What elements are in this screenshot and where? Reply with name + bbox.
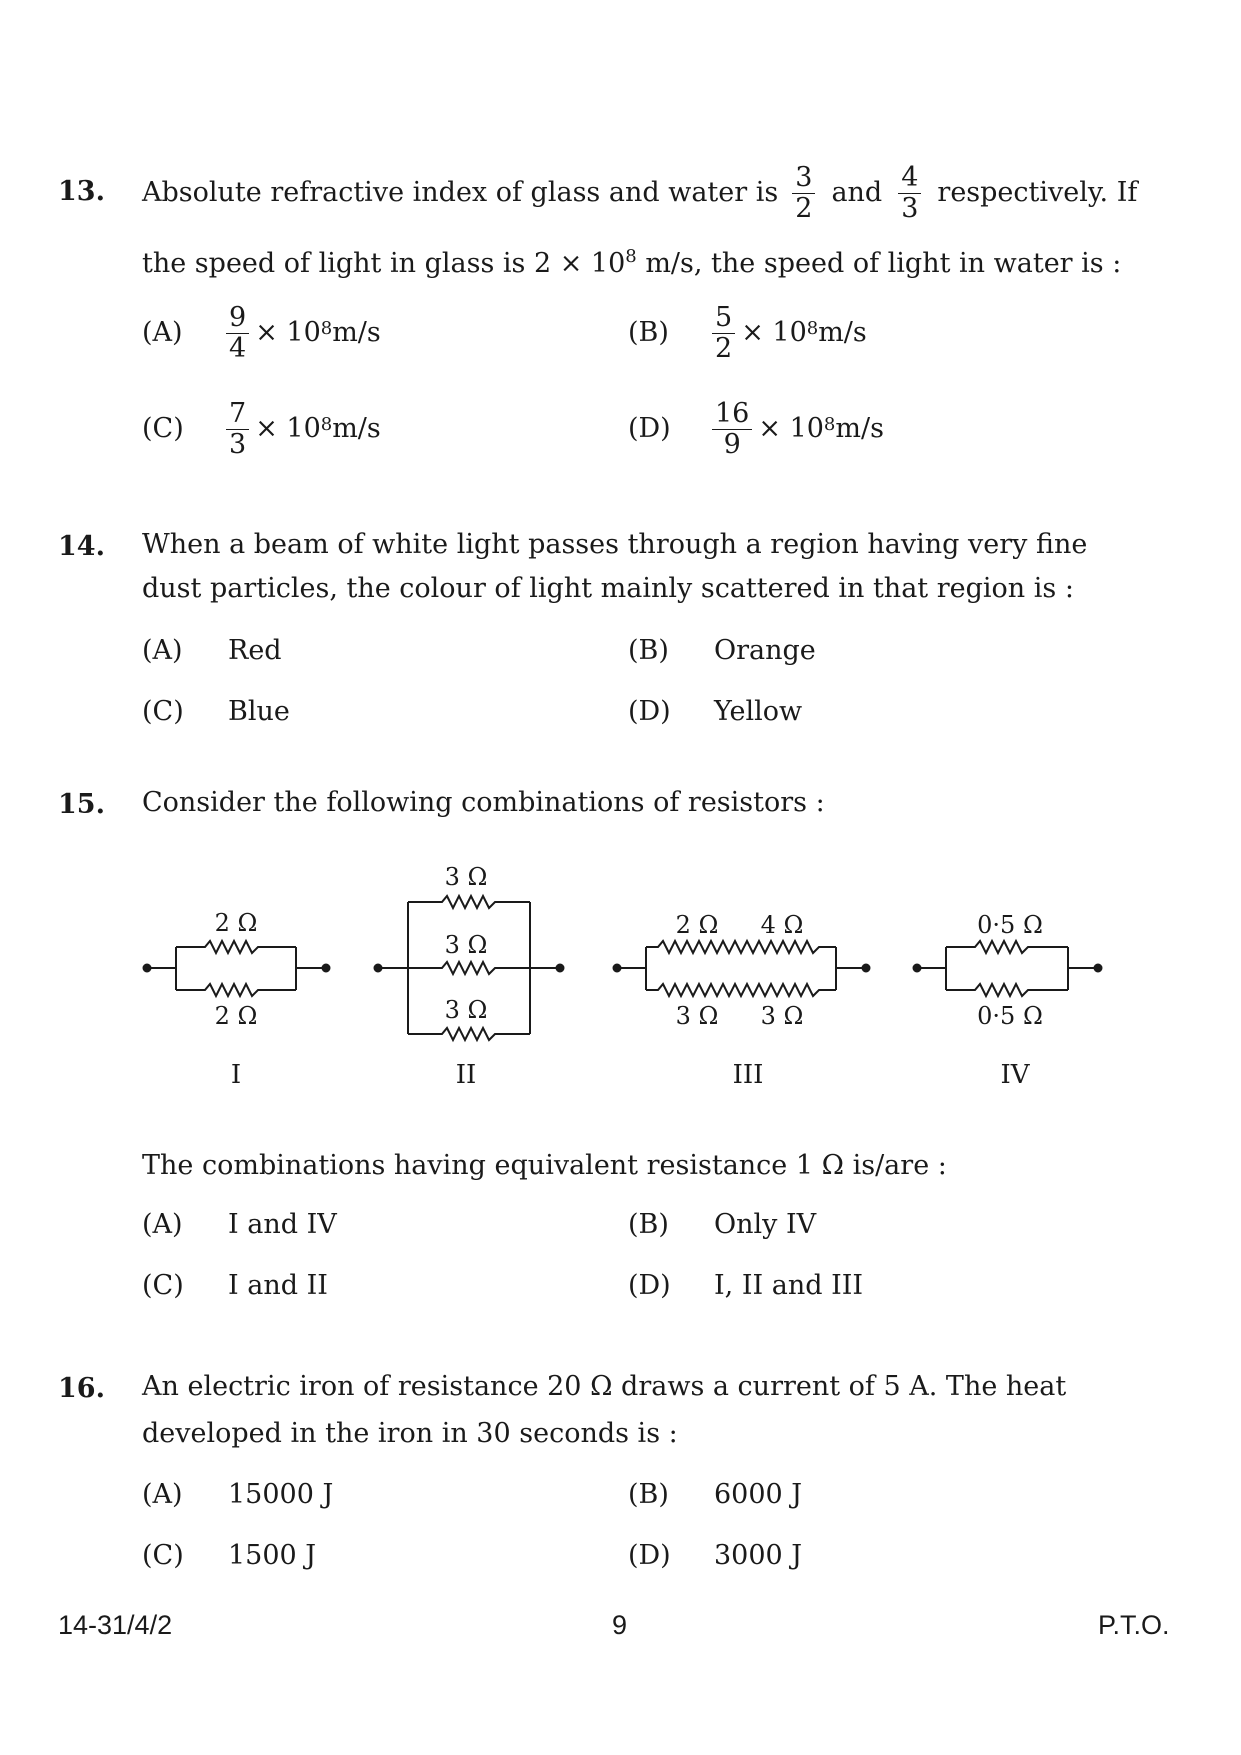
circuit-name: II <box>455 1060 477 1090</box>
resistor-label: 3 Ω <box>675 1002 719 1030</box>
resistor-label: 3 Ω <box>444 931 488 959</box>
question-16-line-2: developed in the iron in 30 seconds is : <box>142 1418 678 1449</box>
option-label: (C) <box>142 1540 184 1571</box>
numerator: 3 <box>792 163 815 194</box>
option-label: (B) <box>628 317 669 348</box>
option-unit: m/s <box>835 413 884 444</box>
option-label: (B) <box>628 635 669 666</box>
question-15-line-2: The combinations having equivalent resistance 1 Ω is/are : <box>142 1150 947 1181</box>
question-text: m/s, the speed of light in water is : <box>636 248 1122 279</box>
option-text: Orange <box>714 635 816 666</box>
exponent: 8 <box>823 414 836 435</box>
question-13-line-1 <box>142 160 1137 226</box>
exponent: 8 <box>320 414 333 435</box>
denominator: 3 <box>901 192 919 224</box>
exponent: 8 <box>625 246 637 267</box>
option-unit: m/s <box>332 413 381 444</box>
option-text: 6000 J <box>714 1479 803 1510</box>
resistor-label: 3 Ω <box>444 863 488 891</box>
resistor-label: 3 Ω <box>760 1002 804 1030</box>
option-text: 3000 J <box>714 1540 803 1571</box>
option-fraction <box>712 303 735 364</box>
circuit-i <box>144 941 330 996</box>
option-unit: m/s <box>818 317 867 348</box>
question-14-line-2: dust particles, the colour of light mainly scattered in that region is : <box>142 573 1074 604</box>
option-fraction <box>226 399 249 460</box>
resistor-bottom <box>408 1028 530 1040</box>
resistor-label: 2 Ω <box>214 1002 258 1030</box>
resistor-bottom <box>176 984 296 996</box>
circuit-iv <box>914 941 1102 996</box>
question-text: and <box>831 177 883 208</box>
resistor-bottom <box>946 984 1068 996</box>
question-text: the speed of light in glass is 2 × 10 <box>142 248 626 279</box>
denominator: 4 <box>229 332 247 364</box>
option-label: (B) <box>628 1209 669 1240</box>
resistor-top <box>946 941 1068 953</box>
option-fraction <box>712 399 752 460</box>
question-16-line-1: An electric iron of resistance 20 Ω draws a current of 5 A. The heat <box>142 1371 1067 1402</box>
resistor-top <box>408 896 530 908</box>
circuit-name: IV <box>1000 1060 1030 1090</box>
option-label: (D) <box>628 1270 671 1301</box>
fraction-water-index <box>898 163 921 224</box>
resistor-circuits-diagram <box>0 850 1241 1100</box>
option-text: Yellow <box>714 696 803 727</box>
option-unit: × 10 <box>255 413 321 444</box>
resistor-top-series <box>646 941 836 953</box>
denominator: 3 <box>229 428 247 460</box>
option-label: (A) <box>142 1479 183 1510</box>
option-text: 1500 J <box>228 1540 317 1571</box>
option-label: (A) <box>142 635 183 666</box>
circuit-name: III <box>732 1060 764 1090</box>
option-label: (B) <box>628 1479 669 1510</box>
option-unit: m/s <box>332 317 381 348</box>
terminal-dot <box>557 965 564 972</box>
option-label: (C) <box>142 1270 184 1301</box>
option-unit: × 10 <box>758 413 824 444</box>
question-number: 16. <box>58 1373 105 1404</box>
option-c-value <box>226 394 381 464</box>
resistor-label: 2 Ω <box>675 911 719 939</box>
terminal-dot <box>863 965 870 972</box>
option-label: (A) <box>142 1209 183 1240</box>
question-13-line-2 <box>142 240 1121 281</box>
option-text: I, II and III <box>714 1270 864 1301</box>
pto-note: P.T.O. <box>1098 1610 1170 1640</box>
option-label: (D) <box>628 413 671 444</box>
option-fraction <box>226 303 249 364</box>
numerator: 5 <box>712 303 735 334</box>
option-label: (C) <box>142 413 184 444</box>
option-label: (A) <box>142 317 183 348</box>
denominator: 2 <box>715 332 733 364</box>
option-unit: × 10 <box>255 317 321 348</box>
numerator: 9 <box>226 303 249 334</box>
option-label: (D) <box>628 696 671 727</box>
option-a-value <box>226 298 381 368</box>
terminal-dot <box>1095 965 1102 972</box>
question-text: respectively. If <box>937 177 1138 208</box>
question-text: Absolute refractive index of glass and water is <box>142 177 779 208</box>
option-text: 15000 J <box>228 1479 334 1510</box>
option-text: Red <box>228 635 282 666</box>
resistor-label: 0·5 Ω <box>977 911 1043 939</box>
circuit-iii <box>614 941 870 996</box>
numerator: 7 <box>226 399 249 430</box>
denominator: 9 <box>723 428 741 460</box>
option-text: Blue <box>228 696 290 727</box>
option-label: (D) <box>628 1540 671 1571</box>
resistor-label: 0·5 Ω <box>977 1002 1043 1030</box>
terminal-dot <box>323 965 330 972</box>
denominator: 2 <box>795 192 813 224</box>
option-text: I and II <box>228 1270 328 1301</box>
fraction-glass-index <box>792 163 815 224</box>
question-number: 14. <box>58 531 105 562</box>
resistor-label: 4 Ω <box>760 911 804 939</box>
question-14-line-1: When a beam of white light passes through a region having very fine <box>142 529 1088 560</box>
resistor-bottom-series <box>646 984 836 996</box>
question-15-line-1: Consider the following combinations of resistors : <box>142 787 825 818</box>
resistor-middle <box>408 962 530 974</box>
numerator: 4 <box>898 163 921 194</box>
resistor-top <box>176 941 296 953</box>
numerator: 16 <box>712 399 752 430</box>
option-text: I and IV <box>228 1209 337 1240</box>
exponent: 8 <box>320 318 333 339</box>
option-d-value <box>712 394 884 464</box>
circuit-name: I <box>230 1060 242 1090</box>
question-number: 15. <box>58 789 105 820</box>
exponent: 8 <box>806 318 819 339</box>
option-label: (C) <box>142 696 184 727</box>
option-text: Only IV <box>714 1209 817 1240</box>
page-number: 9 <box>612 1610 628 1640</box>
resistor-label: 2 Ω <box>214 909 258 937</box>
option-b-value <box>712 298 867 368</box>
resistor-label: 3 Ω <box>444 996 488 1024</box>
option-unit: × 10 <box>741 317 807 348</box>
question-number: 13. <box>58 176 105 207</box>
paper-code: 14-31/4/2 <box>58 1610 173 1640</box>
